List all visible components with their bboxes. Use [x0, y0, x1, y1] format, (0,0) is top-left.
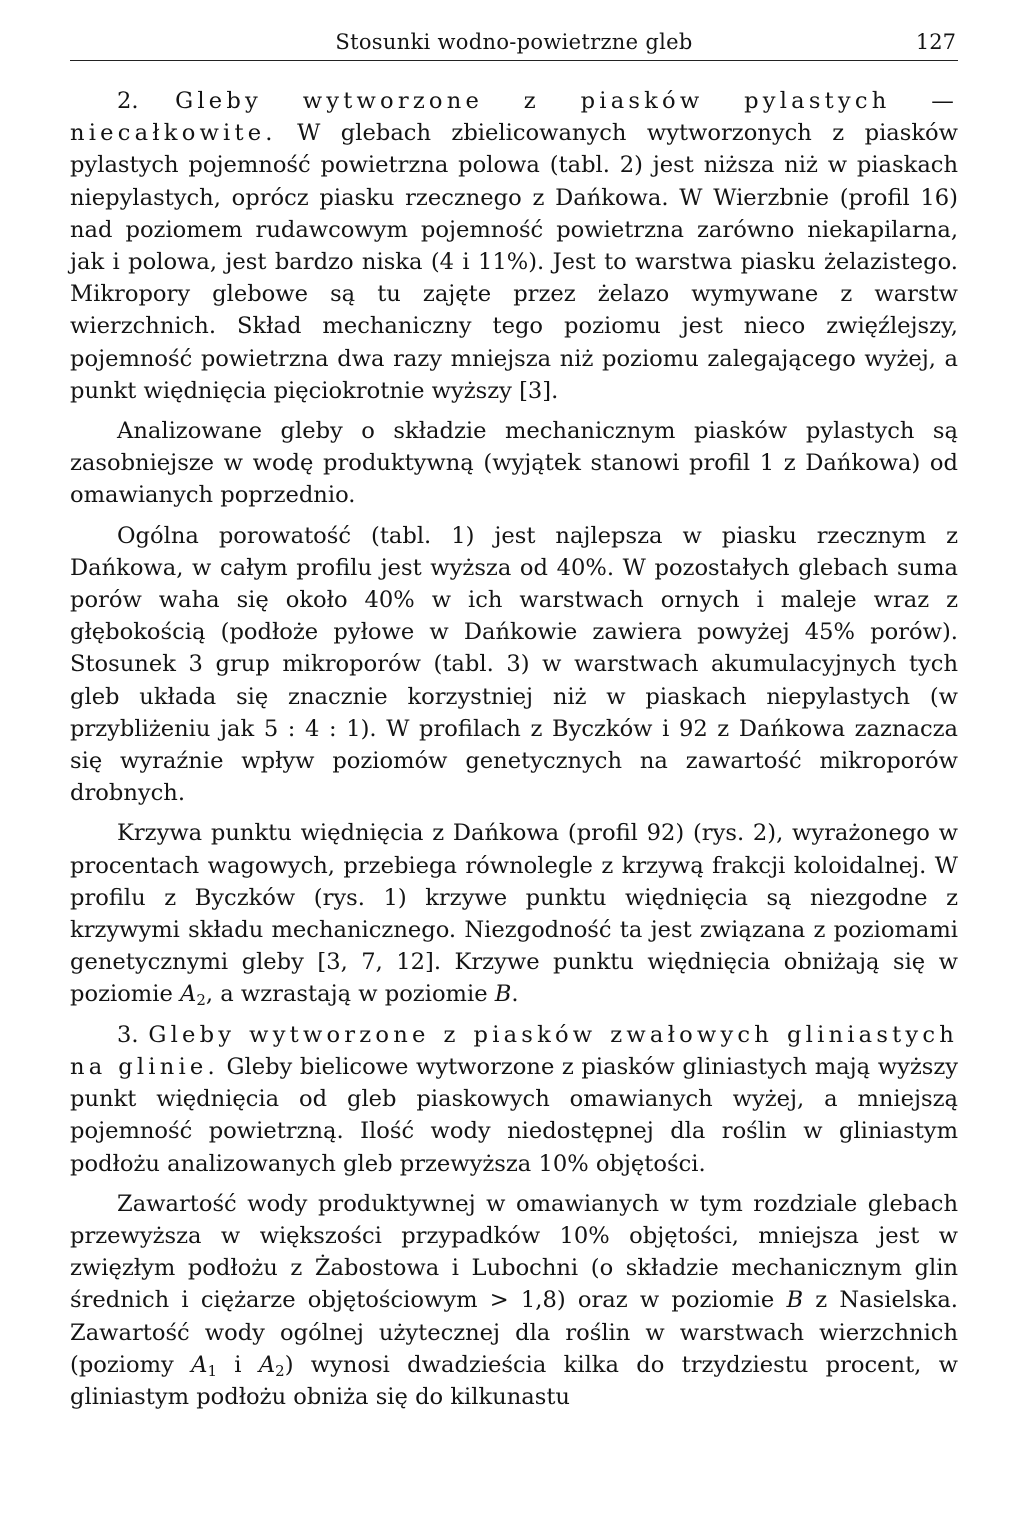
body-text: [70, 85, 958, 1413]
wilting-text: Krzywa punktu więdnięcia z Dańkowa (profil 92) (rys. 2), wyrażonego w procentach wagowych, przebiega równolegle z krzywą frakcji koloidalnej. W profilu z Byczków (rys. 1) krzywe punktu więdnięcia są niezgodne z krzywymi składu mechanicznego. Niezgodność ta jest związana z poziomami genetycznymi gleby [3, 7, 12]. Krzywe punktu więdnięcia obniżają się w poziomie: [70, 820, 958, 1008]
section-3-paragraph: [70, 1019, 958, 1180]
paragraph-productive-water: Analizowane gleby o składzie mechanicznym piasków pylastych są zasobniejsze w wodę produktywną (wyjątek stanowi profil 1 z Dańkowa) od omawianych poprzednio.: [70, 418, 958, 509]
symbol-a1-subscript: 1: [207, 1361, 217, 1380]
section-3-heading: Gleby wytworzone z piasków zwałowych gliniastych na glinie.: [70, 1021, 958, 1080]
symbol-b: B: [786, 1287, 804, 1314]
symbol-b: B: [494, 981, 512, 1008]
water-text-3: i: [216, 1351, 259, 1378]
paragraph-porosity: Ogólna porowatość (tabl. 1) jest najlepsza w piasku rzecznym z Dańkowa, w całym profilu jest wyższa od 40%. W pozostałych glebach suma porów waha się około 40% w ich warstwach ornych i maleje wraz z głębokością (podłoże pyłowe w Dańkowie zawiera powyżej 45% porów). Stosunek 3 grup mikroporów (tabl. 3) w warstwach akumulacyjnych tych gleb układa się znacznie korzystniej niż w piaskach niepylastych (w przybliżeniu jak 5 : 4 : 1). W profilach z Byczków i 92 z Dańkowa zaznacza się wyraźnie wpływ poziomów genetycznych na zawartość mikroporów drobnych.: [70, 522, 958, 807]
running-title: Stosunki wodno-powietrzne gleb: [335, 30, 693, 54]
section-3-number: 3.: [117, 1021, 139, 1048]
section-2-paragraph: [70, 85, 958, 407]
paragraph-water-content: [70, 1188, 958, 1413]
water-text-2: z Nasielska. Zawartość wody ogólnej użytecznej dla roślin w warstwach wierzchnich (poziomy: [70, 1287, 958, 1378]
wilting-text-mid: , a wzrastają w poziomie: [205, 981, 495, 1008]
running-header: [70, 26, 958, 61]
section-2-heading: Gleby wytworzone z piasków pylastych — niecałkowite.: [70, 88, 958, 147]
wilting-text-end: .: [511, 981, 519, 1008]
symbol-a1: A: [191, 1351, 208, 1378]
document-page: [70, 26, 958, 1421]
section-2-number: 2.: [117, 88, 139, 114]
symbol-a2: A: [258, 1351, 276, 1378]
page-number: 127: [915, 30, 956, 54]
section-2-text: W glebach zbielicowanych wytworzonych z piasków pylastych pojemność powietrzna polowa (tabl. 2) jest niższa niż w piaskach niepylastych, oprócz piasku rzecznego z Dańkowa. W Wierzbnie (profil 16) nad poziomem rudawcowym pojemność powietrzna zarówno niekapilarna, jak i polowa, jest bardzo niska (4 i 11%). Jest to warstwa piasku żelazistego. Mikropory glebowe są tu zajęte przez żelazo wymywane z warstw wierzchnich. Skład mechaniczny tego poziomu jest nieco zwięźlejszy, pojemność powietrzna dwa razy mniejsza niż poziomu zalegającego wyżej, a punkt więdnięcia pięciokrotnie wyższy [3].: [70, 120, 958, 404]
water-text-4: ) wynosi dwadzieścia kilka do trzydziestu procent, w gliniastym podłożu obniża się do kilkunastu: [70, 1351, 959, 1410]
water-text-1: Zawartość wody produktywnej w omawianych w tym rozdziale glebach przewyższa w większości przypadków 10% objętości, mniejsza jest w zwięzłym podłożu z Żabostowa i Lubochni (o składzie mechanicznym glin średnich i ciężarze objętościowym > 1,8) oraz w poziomie: [70, 1190, 958, 1314]
symbol-a: A: [180, 981, 197, 1008]
symbol-a-subscript: 2: [196, 991, 206, 1010]
paragraph-wilting-point: [70, 817, 958, 1010]
section-3-text: Gleby bielicowe wytworzone z piasków gliniastych mają wyższy punkt więdnięcia od gleb piaskowych omawianych wyżej, a mniejszą pojemność powietrzną. Ilość wody niedostępnej dla roślin w gliniastym podłożu analizowanych gleb przewyższa 10% objętości.: [70, 1053, 958, 1177]
symbol-a2-subscript: 2: [275, 1361, 285, 1380]
